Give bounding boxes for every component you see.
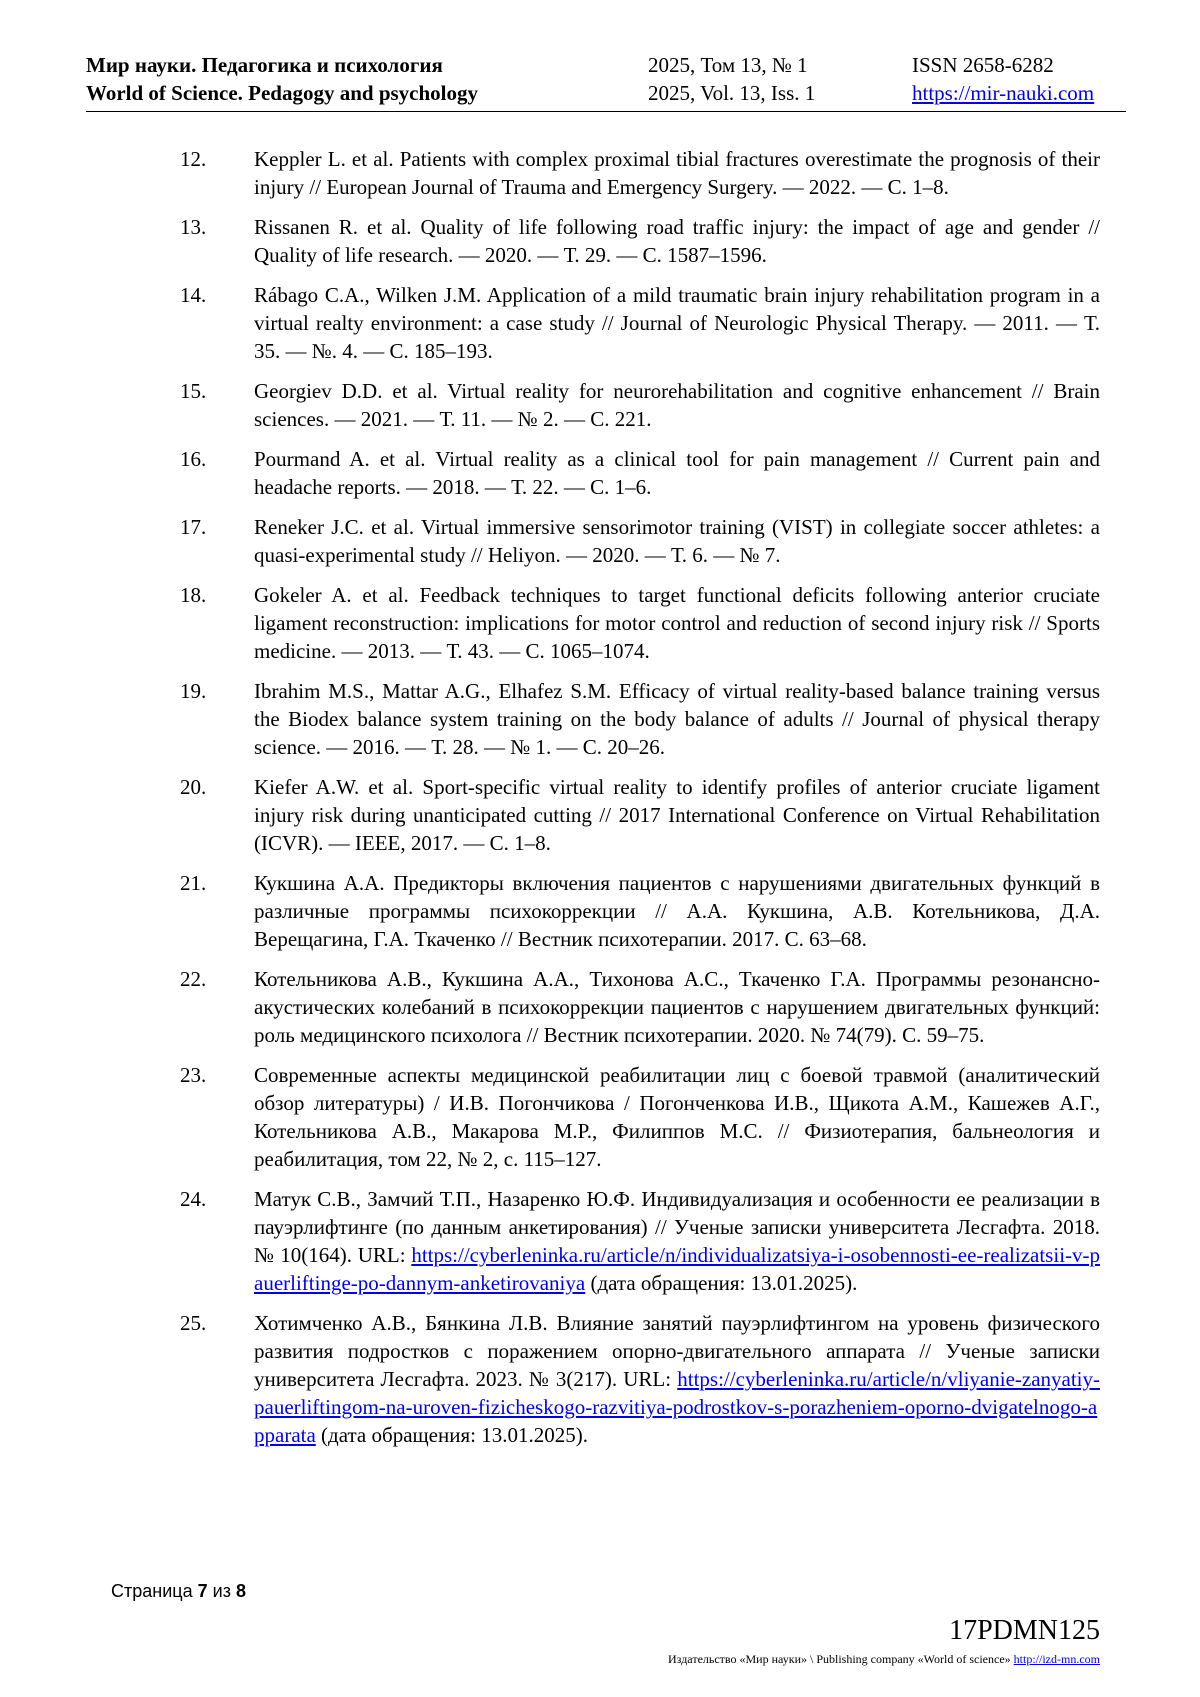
reference-text [254, 869, 1100, 953]
reference-list [180, 145, 1100, 1461]
reference-body: Хотимченко А.В., Бянкина Л.В. Влияние занятий пауэрлифтингом на уровень физического развития подростков с поражением опорно-двигательного аппарата // Ученые записки университета Лесгафта. 2023. № 3(217). URL: [254, 1311, 1100, 1391]
journal-title-en: World of Science. Pedagogy and psychology [86, 81, 479, 105]
reference-number: 19. [180, 679, 207, 703]
reference-number: 22. [180, 967, 207, 991]
reference-text [254, 1309, 1100, 1449]
reference-item [180, 213, 1100, 269]
reference-item [180, 581, 1100, 665]
reference-text [254, 1185, 1100, 1297]
reference-item [180, 445, 1100, 501]
reference-text [254, 445, 1100, 501]
reference-item [180, 145, 1100, 201]
reference-item [180, 677, 1100, 761]
page-label: Страница [111, 1581, 193, 1601]
reference-text [254, 773, 1100, 857]
reference-body: Rissanen R. et al. Quality of life following road traffic injury: the impact of age and gender // Quality of life research. — 2020. — Т. 29. — С. 1587–1596. [254, 215, 1100, 267]
reference-text [254, 677, 1100, 761]
page-number [111, 1579, 246, 1603]
reference-body: Матук С.В., Замчий Т.П., Назаренко Ю.Ф. Индивидуализация и особенности ее реализации в пауэрлифтинге (по данным анкетирования) // Ученые записки университета Лесгафта. 2018. № 10(164). URL: [254, 1187, 1100, 1267]
reference-number: 20. [180, 775, 207, 799]
page-total: 8 [235, 1581, 246, 1601]
reference-text [254, 281, 1100, 365]
reference-text [254, 213, 1100, 269]
issn: ISSN 2658-6282 [912, 53, 1054, 77]
reference-body: Котельникова А.В., Кукшина А.А., Тихонова А.С., Ткаченко Г.А. Программы резонансно-акустических колебаний в психокоррекции пациентов с нарушением двигательных функций: роль медицинского психолога // Вестник психотерапии. 2020. № 74(79). С. 59–75. [254, 967, 1100, 1047]
reference-body: Современные аспекты медицинской реабилитации лиц с боевой травмой (аналитический обзор литературы) / И.В. Погончикова / Погонченкова И.В., Щикота А.М., Кашежев А.Г., Котельникова А.В., Макарова М.Р., Филиппов М.С. // Физиотерапия, бальнеология и реабилитация, том 22, № 2, с. 115–127. [254, 1063, 1100, 1171]
reference-item [180, 1309, 1100, 1449]
reference-number: 16. [180, 447, 207, 471]
article-code: 17PDMN125 [949, 1615, 1100, 1646]
reference-body: Кукшина А.А. Предикторы включения пациентов с нарушениями двигательных функций в различные программы психокоррекции // А.А. Кукшина, А.В. Котельникова, Д.А. Верещагина, Г.А. Ткаченко // Вестник психотерапии. 2017. С. 63–68. [254, 871, 1100, 951]
reference-item [180, 869, 1100, 953]
reference-item [180, 965, 1100, 1049]
journal-url-link[interactable]: https://mir-nauki.com [912, 81, 1095, 105]
journal-header [86, 51, 1126, 112]
issue-info-en: 2025, Vol. 13, Iss. 1 [648, 81, 816, 105]
reference-access-date: (дата обращения: 13.01.2025). [321, 1423, 588, 1447]
reference-url-link[interactable]: https://cyberleninka.ru/article/n/individualizatsiya-i-osobennosti-ee-realizatsii-v-pauerliftinge-po-dannym-anketirovaniya [254, 1243, 1101, 1295]
journal-title-block [86, 51, 478, 107]
reference-body: Keppler L. et al. Patients with complex proximal tibial fractures overestimate the prognosis of their injury // European Journal of Trauma and Emergency Surgery. — 2022. — С. 1–8. [254, 147, 1100, 199]
reference-item [180, 281, 1100, 365]
reference-number: 12. [180, 147, 207, 171]
journal-title-ru: Мир науки. Педагогика и психология [86, 53, 443, 77]
reference-body: Gokeler A. et al. Feedback techniques to target functional deficits following anterior cruciate ligament reconstruction: implications for motor control and reduction of second injury risk // Sports medicine. — 2013. — Т. 43. — С. 1065–1074. [254, 583, 1100, 663]
publisher-line [668, 1651, 1100, 1667]
page-of: из [212, 1581, 231, 1601]
publisher-url-link[interactable]: http://izd-mn.com [1013, 1652, 1100, 1666]
reference-url-link[interactable]: https://cyberleninka.ru/article/n/vliyanie-zanyatiy-pauerliftingom-na-uroven-fizicheskogo-razvitiya-podrostkov-s-porazheniem-oporno-dvigatelnogo-apparata [254, 1367, 1101, 1447]
reference-number: 23. [180, 1063, 207, 1087]
reference-access-date: (дата обращения: 13.01.2025). [590, 1271, 858, 1295]
reference-number: 25. [180, 1311, 207, 1335]
reference-text [254, 145, 1100, 201]
reference-number: 24. [180, 1187, 207, 1211]
reference-body: Pourmand A. et al. Virtual reality as a clinical tool for pain management // Current pain and headache reports. — 2018. — Т. 22. — С. 1–6. [254, 447, 1100, 499]
reference-number: 15. [180, 379, 207, 403]
reference-text [254, 965, 1100, 1049]
reference-body: Ibrahim M.S., Mattar A.G., Elhafez S.M. Efficacy of virtual reality-based balance training versus the Biodex balance system training on the body balance of adults // Journal of physical therapy science. — 2016. — Т. 28. — № 1. — С. 20–26. [254, 679, 1100, 759]
issue-info-block [648, 51, 815, 107]
reference-text [254, 581, 1100, 665]
reference-text [254, 377, 1100, 433]
reference-number: 13. [180, 215, 207, 239]
publisher-name: Издательство «Мир науки» \ Publishing company «World of science» [668, 1652, 1011, 1666]
reference-body: Rábago C.A., Wilken J.M. Application of a mild traumatic brain injury rehabilitation program in a virtual realty environment: a case study // Journal of Neurologic Physical Therapy. — 2011. — Т. 35. — №. 4. — С. 185–193. [254, 283, 1100, 363]
reference-item [180, 1061, 1100, 1173]
reference-item [180, 377, 1100, 433]
reference-body: Georgiev D.D. et al. Virtual reality for neurorehabilitation and cognitive enhancement // Brain sciences. — 2021. — Т. 11. — № 2. — С. 221. [254, 379, 1100, 431]
issn-block [912, 51, 1094, 107]
reference-text [254, 513, 1100, 569]
reference-number: 17. [180, 515, 207, 539]
reference-item [180, 773, 1100, 857]
reference-number: 14. [180, 283, 207, 307]
reference-number: 18. [180, 583, 207, 607]
reference-body: Reneker J.C. et al. Virtual immersive sensorimotor training (VIST) in collegiate soccer athletes: a quasi-experimental study // Heliyon. — 2020. — Т. 6. — № 7. [254, 515, 1100, 567]
page-current: 7 [197, 1581, 208, 1601]
reference-body: Kiefer A.W. et al. Sport-specific virtual reality to identify profiles of anterior cruciate ligament injury risk during unanticipated cutting // 2017 International Conference on Virtual Rehabilitation (ICVR). — IEEE, 2017. — С. 1–8. [254, 775, 1100, 855]
reference-item [180, 513, 1100, 569]
reference-number: 21. [180, 871, 207, 895]
issue-info-ru: 2025, Том 13, № 1 [648, 53, 808, 77]
reference-item [180, 1185, 1100, 1297]
reference-text [254, 1061, 1100, 1173]
